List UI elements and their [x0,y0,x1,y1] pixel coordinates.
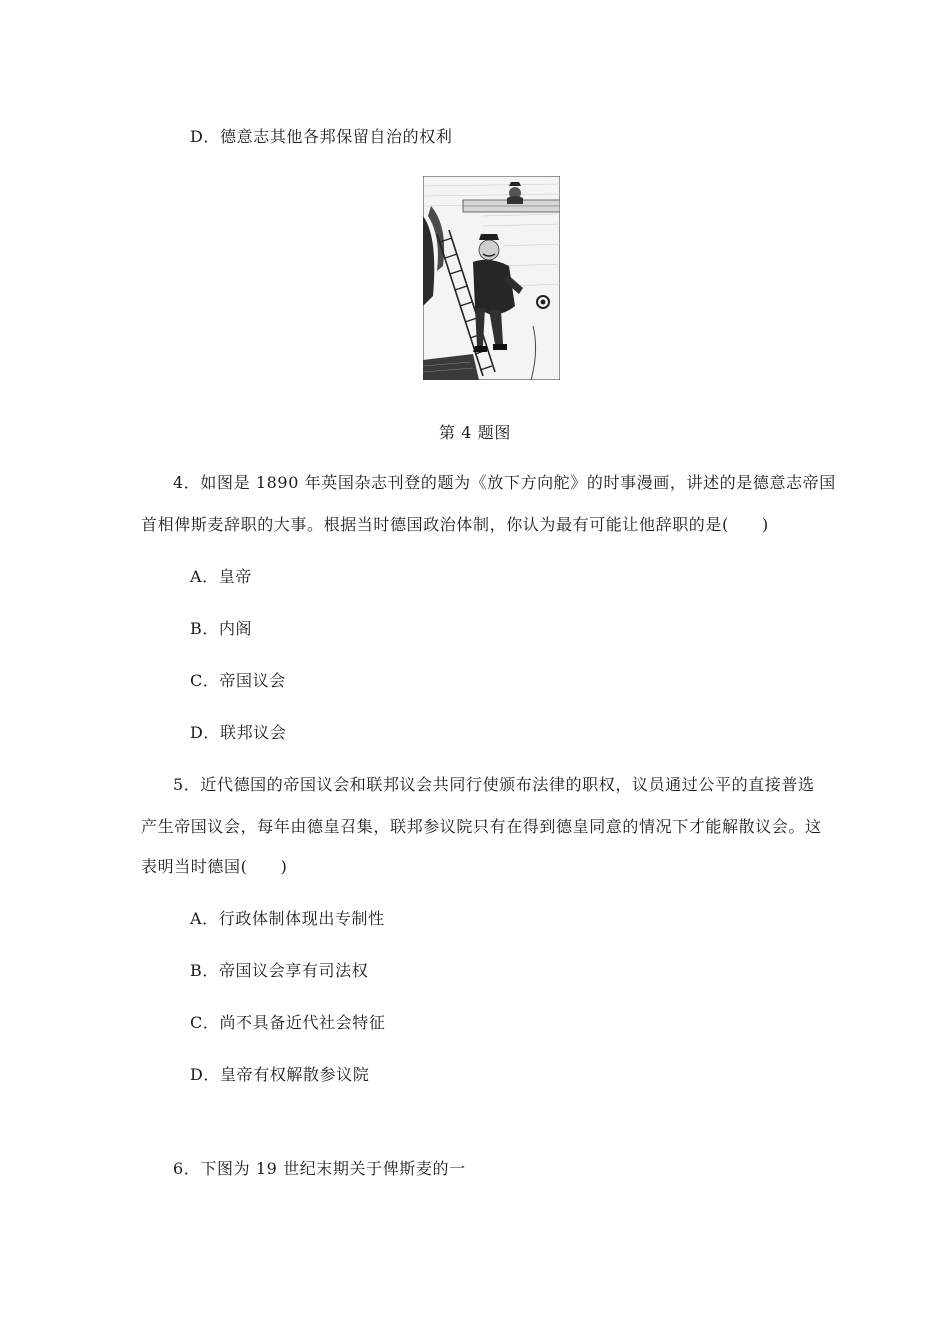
q4-option-a: A．皇帝 [190,567,252,586]
q5-option-b: B．帝国议会享有司法权 [190,961,369,980]
q5-option-a: A．行政体制体现出专制性 [190,909,385,928]
cartoon-figure [423,176,560,380]
q5-stem-line-1: 5．近代德国的帝国议会和联邦议会共同行使颁布法律的职权，议员通过公平的直接普选 [173,775,815,794]
q4-option-c: C．帝国议会 [190,671,286,690]
q5-option-d: D．皇帝有权解散参议院 [190,1065,370,1084]
q6-stem-line-1: 6．下图为 19 世纪末期关于俾斯麦的一 [173,1159,466,1178]
q5-stem-line-2: 产生帝国议会，每年由德皇召集，联邦参议院只有在得到德皇同意的情况下才能解散议会。这 [141,817,822,836]
q4-stem-line-2: 首相俾斯麦辞职的大事。根据当时德国政治体制，你认为最有可能让他辞职的是( ) [141,515,769,534]
q5-stem-line-3: 表明当时德国( ) [141,857,288,876]
q4-option-d: D．联邦议会 [190,723,287,742]
q5-option-c: C．尚不具备近代社会特征 [190,1013,386,1032]
cartoon-image [423,176,560,380]
figure-caption: 第 4 题图 [439,423,511,442]
q3-option-d: D．德意志其他各邦保留自治的权利 [190,127,453,146]
q4-stem-line-1: 4．如图是 1890 年英国杂志刊登的题为《放下方向舵》的时事漫画，讲述的是德意志帝国 [173,473,836,492]
q4-option-b: B．内阁 [190,619,253,638]
